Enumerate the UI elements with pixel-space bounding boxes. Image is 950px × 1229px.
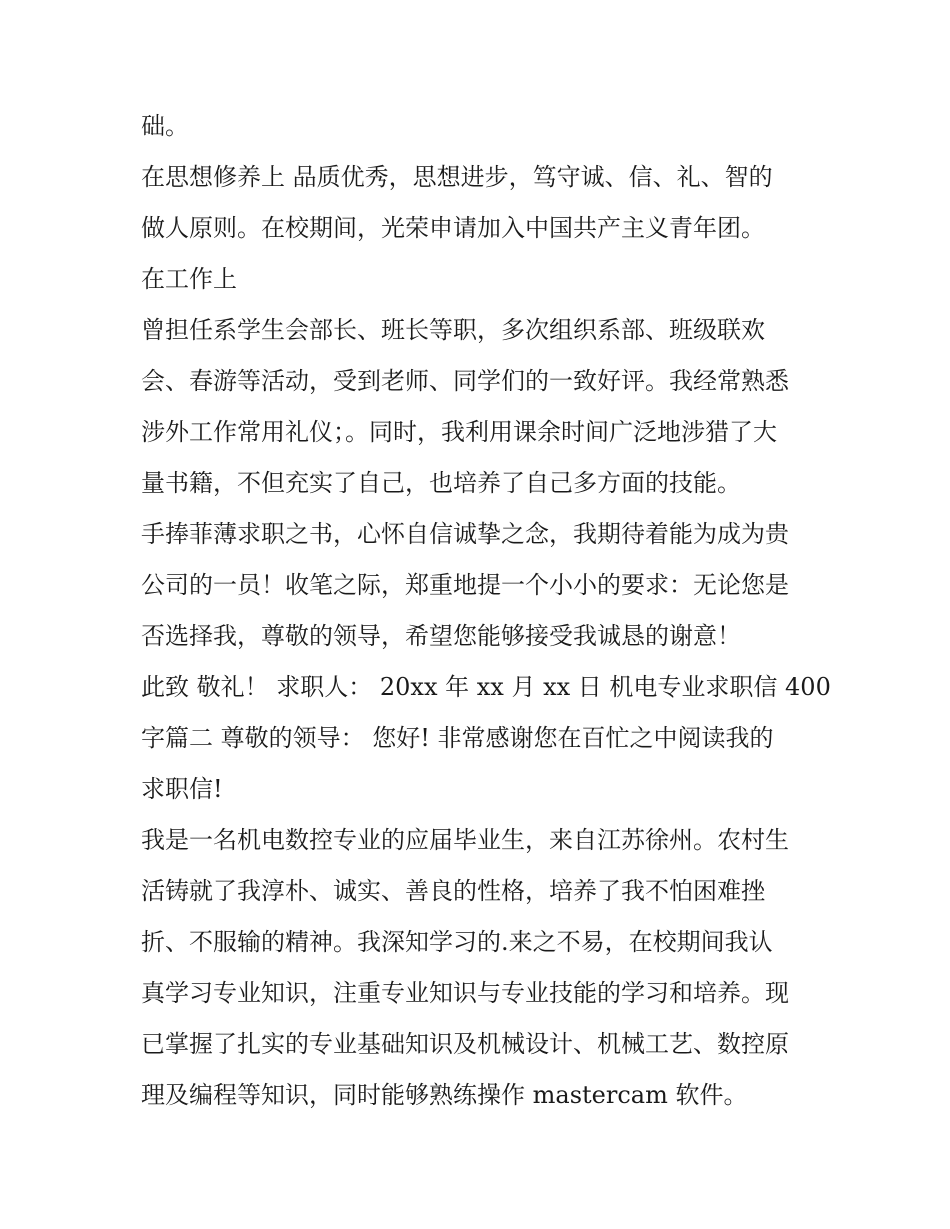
text-line: 手捧菲薄求职之书，心怀自信诚挚之念，我期待着能为成为贵 — [141, 520, 789, 548]
text-line: 此致 敬礼！ 求职人： 20xx 年 xx 月 xx 日 机电专业求职信 400 — [141, 673, 831, 701]
text-line: 我是一名机电数控专业的应届毕业生，来自江苏徐州。农村生 — [141, 826, 789, 854]
text-line: 已掌握了扎实的专业基础知识及机械设计、机械工艺、数控原 — [141, 1030, 789, 1058]
text-line: 真学习专业知识，注重专业知识与专业技能的学习和培养。现 — [141, 979, 789, 1007]
text-line: 字篇二 尊敬的领导： 您好! 非常感谢您在百忙之中阅读我的 — [141, 724, 774, 752]
text-line: 在工作上 — [141, 265, 237, 293]
text-line: 曾担任系学生会部长、班长等职，多次组织系部、班级联欢 — [141, 316, 765, 344]
text-line: 公司的一员！收笔之际，郑重地提一个小小的要求：无论您是 — [141, 571, 789, 599]
document-body — [141, 101, 831, 1121]
text-line: 活铸就了我淳朴、诚实、善良的性格，培养了我不怕困难挫 — [141, 877, 765, 905]
text-line: 础。 — [141, 112, 189, 140]
text-line: 在思想修养上 品质优秀，思想进步，笃守诚、信、礼、智的 — [141, 163, 773, 191]
text-line: 量书籍，不但充实了自己，也培养了自己多方面的技能。 — [141, 469, 741, 497]
text-line: 涉外工作常用礼仪；。同时，我利用课余时间广泛地涉猎了大 — [141, 418, 777, 446]
text-line: 理及编程等知识，同时能够熟练操作 mastercam 软件。 — [141, 1081, 748, 1109]
text-line: 否选择我，尊敬的领导，希望您能够接受我诚恳的谢意！ — [141, 622, 741, 650]
text-line: 做人原则。在校期间，光荣申请加入中国共产主义青年团。 — [141, 214, 765, 242]
text-line: 折、不服输的精神。我深知学习的.来之不易，在校期间我认 — [141, 928, 773, 956]
text-line: 求职信! — [141, 775, 223, 803]
text-line: 会、春游等活动，受到老师、同学们的一致好评。我经常熟悉 — [141, 367, 789, 395]
